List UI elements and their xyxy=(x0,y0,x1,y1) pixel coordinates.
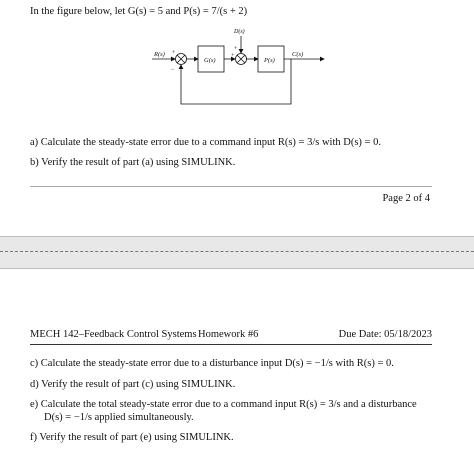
intro-text: In the figure below, let G(s) = 5 and P(s) = 7/(s + 2) xyxy=(30,6,248,17)
question-a: a) Calculate the steady-state error due to a command input R(s) = 3/s with D(s) = 0. xyxy=(30,137,381,148)
summing-junction-1 xyxy=(176,54,187,65)
sum2-plus-top: + xyxy=(234,46,238,52)
homework-title: Homework #6 xyxy=(198,329,259,340)
header-divider xyxy=(30,344,432,345)
page-break-line xyxy=(0,251,474,252)
question-f: f) Verify the result of part (e) using SIMULINK. xyxy=(30,432,234,443)
output-label: C(s) xyxy=(292,51,304,58)
question-c: c) Calculate the steady-state error due to a disturbance input D(s) = −1/s with R(s) = 0. xyxy=(30,358,394,369)
disturbance-label: D(s) xyxy=(234,29,245,35)
page-footer-divider xyxy=(30,186,432,187)
controller-label: G(s) xyxy=(204,57,216,64)
summing-junction-2 xyxy=(236,54,247,65)
sum1-plus-sign: + xyxy=(172,50,176,56)
sum2-plus-left: + xyxy=(231,53,235,59)
page-number: Page 2 of 4 xyxy=(382,193,430,204)
question-e-continued: D(s) = −1/s applied simultaneously. xyxy=(44,412,194,423)
course-title: MECH 142–Feedback Control Systems xyxy=(30,329,197,340)
question-e: e) Calculate the total steady-state error due to a command input R(s) = 3/s and a disturbance xyxy=(30,399,417,410)
input-label: R(s) xyxy=(154,51,165,58)
due-date: Due Date: 05/18/2023 xyxy=(338,329,432,340)
question-d: d) Verify the result of part (c) using SIMULINK. xyxy=(30,379,236,390)
block-diagram xyxy=(148,28,328,110)
sum1-minus-sign: − xyxy=(171,67,175,73)
question-b: b) Verify the result of part (a) using SIMULINK. xyxy=(30,157,236,168)
plant-label: P(s) xyxy=(264,57,275,64)
page-break-gap xyxy=(0,236,474,269)
